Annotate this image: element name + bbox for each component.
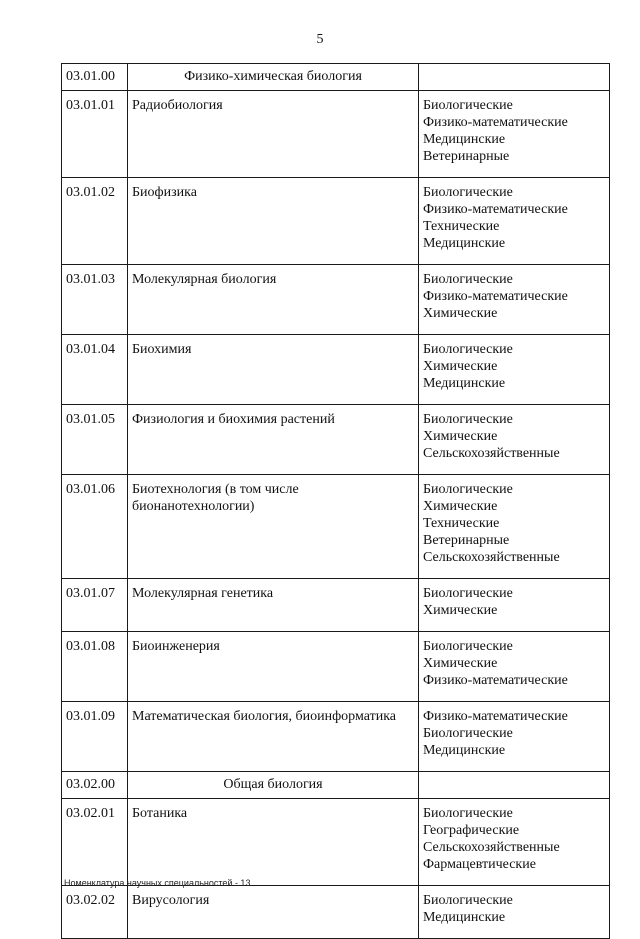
science-fields bbox=[419, 579, 610, 632]
science-fields bbox=[419, 405, 610, 475]
table-body bbox=[62, 64, 610, 939]
specialty-name: Биохимия bbox=[128, 335, 419, 405]
table-row bbox=[62, 335, 610, 405]
specialty-code: 03.01.07 bbox=[62, 579, 128, 632]
science-field: Сельскохозяйственные bbox=[423, 840, 560, 855]
science-fields bbox=[419, 91, 610, 178]
science-fields bbox=[419, 265, 610, 335]
table-row bbox=[62, 799, 610, 886]
science-field: Медицинские bbox=[423, 743, 506, 758]
science-field: Биологические bbox=[423, 482, 513, 497]
specialty-code: 03.01.00 bbox=[62, 64, 128, 91]
specialty-code: 03.01.02 bbox=[62, 178, 128, 265]
science-field: Биологические bbox=[423, 98, 513, 113]
table-row bbox=[62, 405, 610, 475]
specialty-name: Биофизика bbox=[128, 178, 419, 265]
specialty-name: Физиология и биохимия растений bbox=[128, 405, 419, 475]
specialty-name: Вирусология bbox=[128, 886, 419, 939]
science-fields bbox=[419, 64, 610, 91]
science-field: Технические bbox=[423, 219, 500, 234]
table-row bbox=[62, 475, 610, 579]
science-field: Биологические bbox=[423, 342, 513, 357]
science-fields bbox=[419, 799, 610, 886]
specialty-name: Молекулярная генетика bbox=[128, 579, 419, 632]
science-field: Медицинские bbox=[423, 910, 506, 925]
page-number: 5 bbox=[316, 32, 324, 47]
science-field: Биологические bbox=[423, 412, 513, 427]
table-row bbox=[62, 702, 610, 772]
specialty-code: 03.01.06 bbox=[62, 475, 128, 579]
science-fields bbox=[419, 886, 610, 939]
section-title: Общая биология bbox=[128, 772, 419, 799]
science-field: Физико-математические bbox=[423, 202, 568, 217]
specialty-code: 03.01.05 bbox=[62, 405, 128, 475]
science-field: Химические bbox=[423, 499, 498, 514]
science-field: Сельскохозяйственные bbox=[423, 550, 560, 565]
specialty-name: Ботаника bbox=[128, 799, 419, 886]
specialty-code: 03.01.09 bbox=[62, 702, 128, 772]
science-field: Биологические bbox=[423, 272, 513, 287]
science-field: Химические bbox=[423, 306, 498, 321]
science-field: Физико-математические bbox=[423, 673, 568, 688]
science-field: Биологические bbox=[423, 893, 513, 908]
science-field: Химические bbox=[423, 429, 498, 444]
science-fields bbox=[419, 178, 610, 265]
science-fields bbox=[419, 632, 610, 702]
science-field: Медицинские bbox=[423, 376, 506, 391]
specialty-code: 03.02.01 bbox=[62, 799, 128, 886]
section-row bbox=[62, 772, 610, 799]
table-row bbox=[62, 579, 610, 632]
science-field: Биологические bbox=[423, 726, 513, 741]
specialty-code: 03.01.08 bbox=[62, 632, 128, 702]
science-field: Биологические bbox=[423, 185, 513, 200]
section-row bbox=[62, 64, 610, 91]
table-row bbox=[62, 178, 610, 265]
specialty-code: 03.01.04 bbox=[62, 335, 128, 405]
specialty-name: Радиобиология bbox=[128, 91, 419, 178]
specialties-table bbox=[61, 63, 610, 939]
table-row bbox=[62, 632, 610, 702]
science-field: Физико-математические bbox=[423, 115, 568, 130]
table-row bbox=[62, 265, 610, 335]
science-field: Медицинские bbox=[423, 132, 506, 147]
science-field: Медицинские bbox=[423, 236, 506, 251]
science-fields bbox=[419, 335, 610, 405]
specialty-code: 03.01.01 bbox=[62, 91, 128, 178]
science-field: Физико-математические bbox=[423, 709, 568, 724]
specialty-name: Биоинженерия bbox=[128, 632, 419, 702]
science-field: Химические bbox=[423, 603, 498, 618]
table-row bbox=[62, 91, 610, 178]
specialty-name: Биотехнология (в том числе бионанотехнологии) bbox=[128, 475, 419, 579]
science-fields bbox=[419, 772, 610, 799]
table-row bbox=[62, 886, 610, 939]
science-field: Сельскохозяйственные bbox=[423, 446, 560, 461]
science-field: Фармацевтические bbox=[423, 857, 536, 872]
science-field: Химические bbox=[423, 359, 498, 374]
science-field: Ветеринарные bbox=[423, 533, 510, 548]
specialty-name: Математическая биология, биоинформатика bbox=[128, 702, 419, 772]
science-field: Биологические bbox=[423, 639, 513, 654]
science-field: Биологические bbox=[423, 806, 513, 821]
specialty-code: 03.01.03 bbox=[62, 265, 128, 335]
science-field: Ветеринарные bbox=[423, 149, 510, 164]
specialty-code: 03.02.02 bbox=[62, 886, 128, 939]
science-field: Биологические bbox=[423, 586, 513, 601]
science-fields bbox=[419, 475, 610, 579]
specialty-name: Молекулярная биология bbox=[128, 265, 419, 335]
science-field: Физико-математические bbox=[423, 289, 568, 304]
science-field: Технические bbox=[423, 516, 500, 531]
page-footer: Номенклатура научных специальностей - 13 bbox=[64, 878, 251, 888]
science-fields bbox=[419, 702, 610, 772]
science-field: Географические bbox=[423, 823, 520, 838]
science-field: Химические bbox=[423, 656, 498, 671]
section-title: Физико-химическая биология bbox=[128, 64, 419, 91]
specialty-code: 03.02.00 bbox=[62, 772, 128, 799]
